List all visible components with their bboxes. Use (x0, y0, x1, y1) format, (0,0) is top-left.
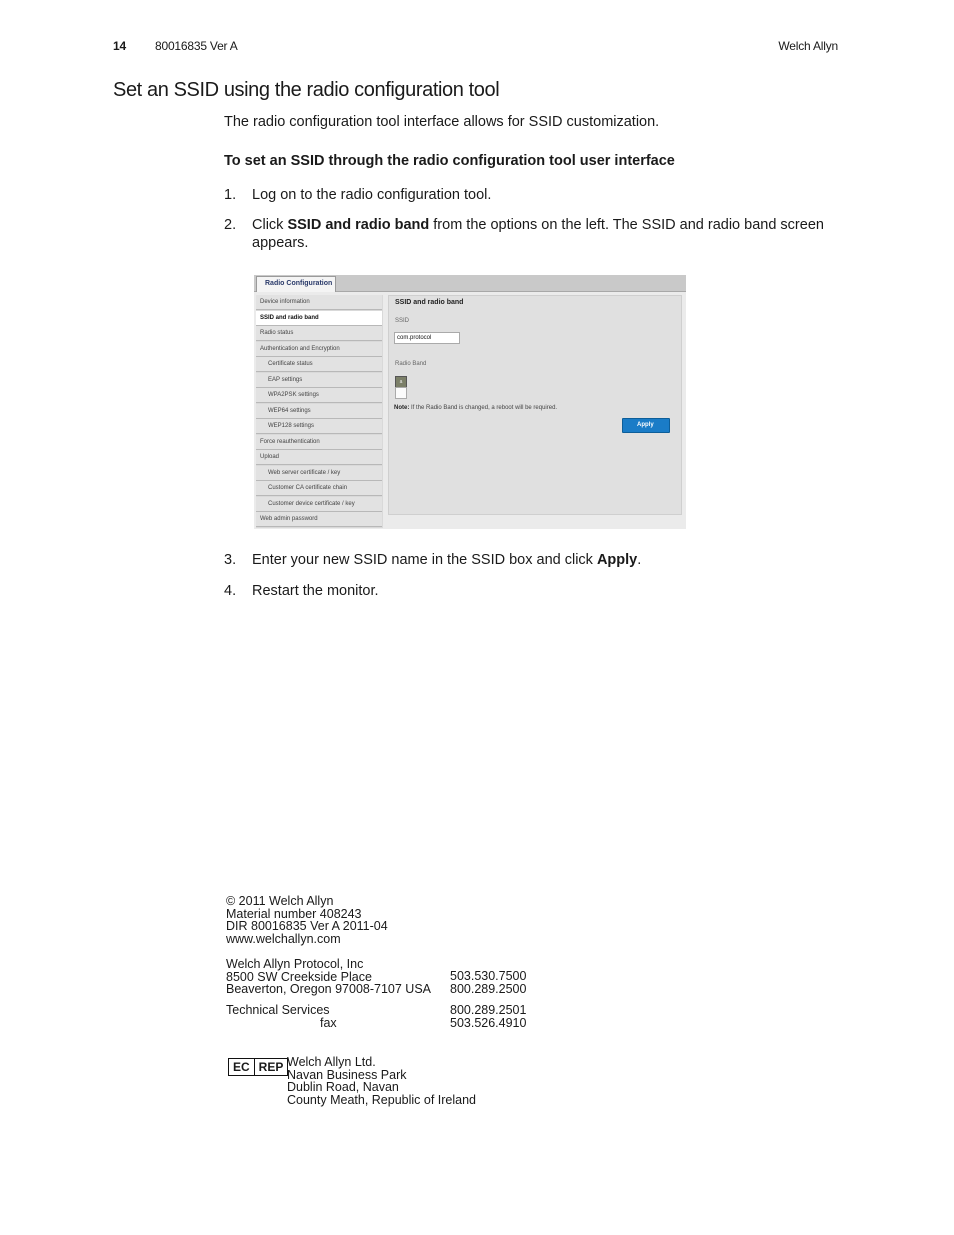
radio-band-label: Radio Band (395, 361, 427, 367)
intro-paragraph: The radio configuration tool interface allows for SSID customization. (224, 114, 660, 130)
tech-services-numbers (450, 1004, 526, 1029)
sidebar-menu-item[interactable]: Web admin password (256, 512, 382, 527)
eu-address-2: Dublin Road, Navan (287, 1080, 399, 1094)
address-line-2: Beaverton, Oregon 97008-7107 USA (226, 982, 431, 996)
radio-band-option-b[interactable] (395, 387, 407, 399)
step-text: Restart the monitor. (252, 583, 379, 599)
company-name: Welch Allyn Protocol, Inc (226, 957, 364, 971)
fax-label: fax (320, 1016, 337, 1030)
panel-title: SSID and radio band (395, 299, 464, 306)
ssid-input[interactable]: com.protocol (394, 332, 460, 344)
copyright-block (226, 895, 388, 945)
sidebar-menu-item[interactable]: Customer CA certificate chain (256, 481, 382, 496)
step-text: Click SSID and radio band from the options on the left. The SSID and radio band screen appears. (252, 217, 824, 251)
step-2 (224, 216, 824, 252)
radio-band-option-a[interactable]: a (395, 376, 407, 388)
tab-radio-configuration[interactable]: Radio Configuration (256, 276, 336, 292)
phone-2: 800.289.2500 (450, 981, 527, 996)
step-number: 4. (224, 583, 237, 599)
step-text: Enter your new SSID name in the SSID box and click Apply. (252, 552, 642, 568)
ec-rep-symbol (228, 1058, 288, 1076)
tech-services-label: Technical Services (226, 1003, 330, 1017)
rep-label: REP (254, 1059, 288, 1075)
sidebar-menu-item[interactable]: Authentication and Encryption (256, 342, 382, 357)
company-address (226, 958, 431, 996)
sidebar-menu-item[interactable]: Customer device certificate / key (256, 497, 382, 512)
reboot-note: Note: If the Radio Band is changed, a reboot will be required. (394, 405, 558, 411)
ssid-label: SSID (395, 318, 410, 324)
eu-name: Welch Allyn Ltd. (287, 1055, 376, 1069)
document-id: 80016835 Ver A (155, 39, 238, 53)
screenshot-sidebar-menu (256, 295, 383, 528)
website: www.welchallyn.com (226, 931, 341, 946)
sidebar-menu-item[interactable]: SSID and radio band (256, 311, 382, 326)
step-number: 1. (224, 187, 237, 203)
page-number: 14 (113, 39, 126, 53)
tech-phone: 800.289.2501 (450, 1003, 527, 1017)
sidebar-menu-item[interactable]: WEP128 settings (256, 419, 382, 434)
procedure-heading: To set an SSID through the radio configuration tool user interface (224, 153, 675, 169)
sidebar-menu-item[interactable]: WPA2PSK settings (256, 388, 382, 403)
sidebar-menu-item[interactable]: EAP settings (256, 373, 382, 388)
step-number: 3. (224, 552, 237, 568)
sidebar-menu-item[interactable]: Radio status (256, 326, 382, 341)
step-text: Log on to the radio configuration tool. (252, 187, 492, 203)
sidebar-menu-item[interactable]: Web server certificate / key (256, 466, 382, 481)
apply-button[interactable]: Apply (622, 418, 670, 433)
eu-address-3: County Meath, Republic of Ireland (287, 1092, 476, 1107)
fax-number: 503.526.4910 (450, 1015, 527, 1030)
eu-address-1: Navan Business Park (287, 1067, 407, 1082)
sidebar-menu-item[interactable]: Upload (256, 450, 382, 465)
copyright-line: © 2011 Welch Allyn (226, 894, 334, 908)
ec-label: EC (233, 1060, 250, 1074)
phone-1: 503.530.7500 (450, 969, 527, 983)
ssid-radio-band-panel (388, 295, 682, 515)
radio-config-screenshot (254, 275, 686, 529)
sidebar-menu-item[interactable]: WEP64 settings (256, 404, 382, 419)
dir-number: DIR 80016835 Ver A 2011-04 (226, 919, 388, 933)
sidebar-menu-item[interactable]: Certificate status (256, 357, 382, 372)
header-brand: Welch Allyn (778, 39, 838, 53)
screenshot-tab-bar (254, 275, 686, 292)
company-phones (450, 970, 526, 995)
material-number: Material number 408243 (226, 906, 362, 921)
sidebar-menu-item[interactable]: Force reauthentication (256, 435, 382, 450)
eu-representative-address (287, 1056, 476, 1106)
sidebar-menu-item[interactable]: Device information (256, 295, 382, 310)
section-title: Set an SSID using the radio configuration tool (113, 79, 500, 101)
step-number: 2. (224, 217, 237, 233)
address-line-1: 8500 SW Creekside Place (226, 969, 372, 984)
